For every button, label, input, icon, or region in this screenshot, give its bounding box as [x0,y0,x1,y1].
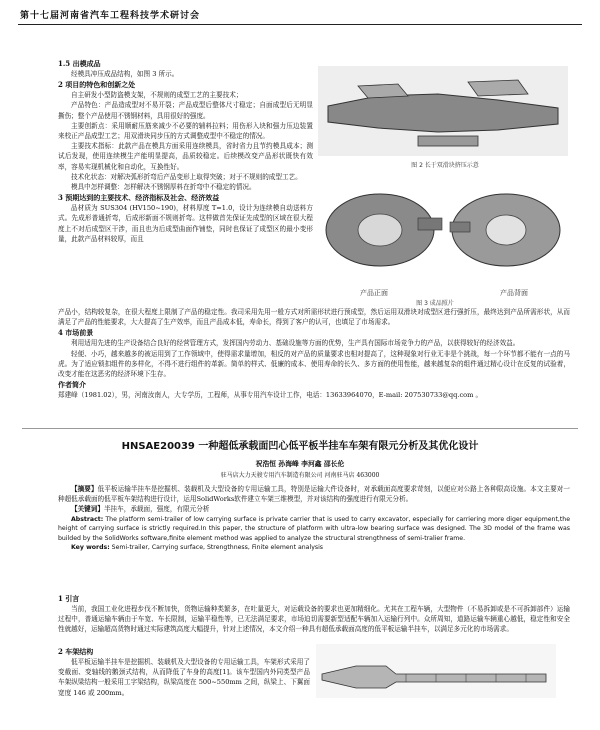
abstract-en-text: The platform semi-trailer of low carrying surface is private carrier that is used to carry excavator, especially for carriering more diger equipment,the height of carrying surface is strictly required.In this paper, the structure of platform with ultra-low bearing surface was designed. The 3D model of the frame was builded by the SolidWorks software,finite element method was applied to analyze the structural strengthness of semi-tralier frame. [58,515,571,542]
para-2-5: 技术化状态：对解决弧形折弯后产品变形上取得突破；对于不规则的成型工艺。 [71,172,302,181]
author-heading: 作者简介 [58,380,86,390]
abstract-en [58,515,570,544]
heading-4: 4 市场前景 [58,328,94,338]
keywords-en [58,543,570,553]
article2-title: HNSAE20039 一种超低承载面凹心低平板半挂车车架有限元分析及其优化设计 [121,441,479,452]
article2-intro-lead [58,604,570,644]
article2-affiliation: 驻马店大力天骏专用汽车制造有限公司 河南驻马店 463000 [220,472,380,479]
keywords-cn [58,504,570,514]
running-header: 第十七届河南省汽车工程科技学术研讨会 [20,11,201,21]
figure-2-die-schematic [318,66,568,156]
frame-figure [316,644,556,698]
article1-full-width [58,307,570,400]
para-3-1: 品材质为 SUS304 (HV150~190)，材料厚度 T=1.0，设计为连续模自动送料方式。先成形普通折弯，后成形新面不规则折弯。这样做首先保证先成型的区域在很大程度上不对后成型区干涉，而且也为后成型曲面作铺垫，同时也保证了成型区的最小变形量，此款产品材料较厚，而且 [58,204,313,243]
heading-a2-1: 1 引言 [58,594,80,603]
para-2-2: 产品特色：产品造成型对不易开裂；产品成型后整体尺寸稳定；自面成型后无明显撕伤；整个产品使用不锈钢材料，具用很好的强度。 [58,101,313,120]
heading-2: 2 项目的特色和创新之处 [58,80,136,90]
abstract-cn [58,484,570,504]
figure-3-product-photos [318,178,568,286]
keywords-en-label: Key words: [71,544,110,552]
article1-left-column [58,58,313,244]
keywords-cn-text: 半挂车，承载面，强度，有限元分析 [103,505,210,514]
author-bio: 郑建峰（1981.02），男，河南汝南人，大专学历，工程师，从事专用汽车设计工作，电话：13633964070，E-mail: 207530733@qq.com 。 [58,391,483,400]
para-1-5: 经模具冲压成品结构，如图 3 所示。 [71,70,179,78]
para-2-6: 模具中怎样调整：怎样解决不锈钢厚料在折弯中不稳定的情况。 [71,183,256,192]
para-a2-1: 当前，我国工业化进程步伐不断加快，货物运输种类繁多，在吐量更大，对运载设备的要求也更加精细化。尤其在工程车辆，大型物件（不易拆卸或是不可拆卸部件）运输过程中，普通运输车辆由于车宽、车长限制，运输平稳性等，已无法满足要求，市场迫切需要新型适配车辆加入运输行列中。众所周知，道路运输车辆重心越低，稳定性和安全性就越好，运输超高货物时通过实际建筑高度大幅提升，针对上述情况，本文介绍一种具有超低承载面高度的低平板运输半挂车，以满足多元化的市场需求。 [58,605,570,634]
abstract-en-label: Abstract: [71,515,104,523]
para-2-3: 主要创新点：采用顺耐压筋来减少不必要的辅料拉料；用伤形入块和强力压边装置来校正产品成型工艺；用双滑块同步压的方式调整成型中不稳定的情况。 [58,121,313,141]
heading-1-5: 1.5 出模成品 [58,59,101,68]
keywords-cn-label: 【关键词】 [71,505,104,514]
para-3-2: 产品小，结构较复杂，在很大程度上限制了产品的稳定性。我司采用先用一般方式对所需形状进行预成型，然后运用双滑块对成型区进行强折压，最终达到产品所需形状，从而满足了产品的性能要求，大大提高了生产效率，而且产品成本低，寿命长，得到了客户的认可，也填足了市场需求。 [58,308,570,327]
para-2-1: 自主研发小型防盗模支架，不规则的成型工艺的主要技术； [71,91,243,100]
heading-a2-2: 2 车架结构 [58,647,94,656]
header-rule [18,24,582,25]
article-separator [22,428,578,429]
article2-section-2 [58,646,310,727]
article2-authors: 祝浩恒 孙海峰 李河鑫 邵长伦 [255,460,345,468]
para-2-4: 主要技术指标：此款产品在模具方面采用连续模具，省时省力且节约模具成本；测试后发现，使用连续模生产能明显提高，品质较稳定。后续模改变产品形状既快有效率，容易实现机械化和自动化，互换性好。 [58,142,313,171]
figure-2-caption: 图 2 长于双滑块挤压示意 [411,162,479,169]
para-4-2: 轻便、小巧，越来越多的被运用到了工作领域中，使得需求量增加，相反的对产品的质量要求也相对提高了，这种现象对行业无非是个挑战，每一个环节都不能有一点的马虎。为了适应锁扣组件的多样化，不得不进行组件的革新。简单的样式、低廉的成本、使用寿命的长久、多方面的使用性能，越来越复杂的组件通过精心设计在反复的试验着，改变才能在这恶劣的经济环境下生存。 [58,349,570,379]
para-a2-2: 低平板运输半挂车是挖掘机、装载机及大型设备的专用运输工具，车架形式采用了变截面、变轴线的鹅颈式结构，从而降低了车身的高度[1]。该车型国内外同类型产品车架纵梁结构一般采用工字梁结构，纵梁高度在 500~550mm 之间，纵梁上、下翼面宽度 146 或 200mm。 [58,658,310,697]
keywords-en-text: Semi-trailer, Carrying surface, Strengthness, Finite element analysis [111,544,324,552]
article2-section-1 [58,593,570,604]
abstract-cn-text: 低平板运输半挂车是挖掘机、装载机及大型设备的专用运输工具，特别是运输大件设备时，对承载面高度要求苛刻，以便应对公路上各种限高设施。本文主要对一种超低承载面的低平板车架结构进行设计，运用SolidWorks软件建立车架三维模型，并对该结构的强度进行有限元分析。 [58,485,571,504]
figure-3-front-label: 产品正面 [360,289,388,297]
heading-3: 3 预期达到的主要技术、经济指标及社会、经济效益 [58,193,220,203]
article2-abstract-block [58,484,570,553]
para-4-1: 利用适用先进的生产设备结合良好的经营管理方式，发挥国内劳动力、基础设施等方面的优势，生产具有国际市场竞争力的产品，以获得较好的经济效益。 [71,339,520,348]
figure-3-back-label: 产品背面 [500,289,528,297]
abstract-cn-label: 【摘要】 [71,485,98,493]
figure-3-caption: 图 3 成品照片 [416,300,454,307]
